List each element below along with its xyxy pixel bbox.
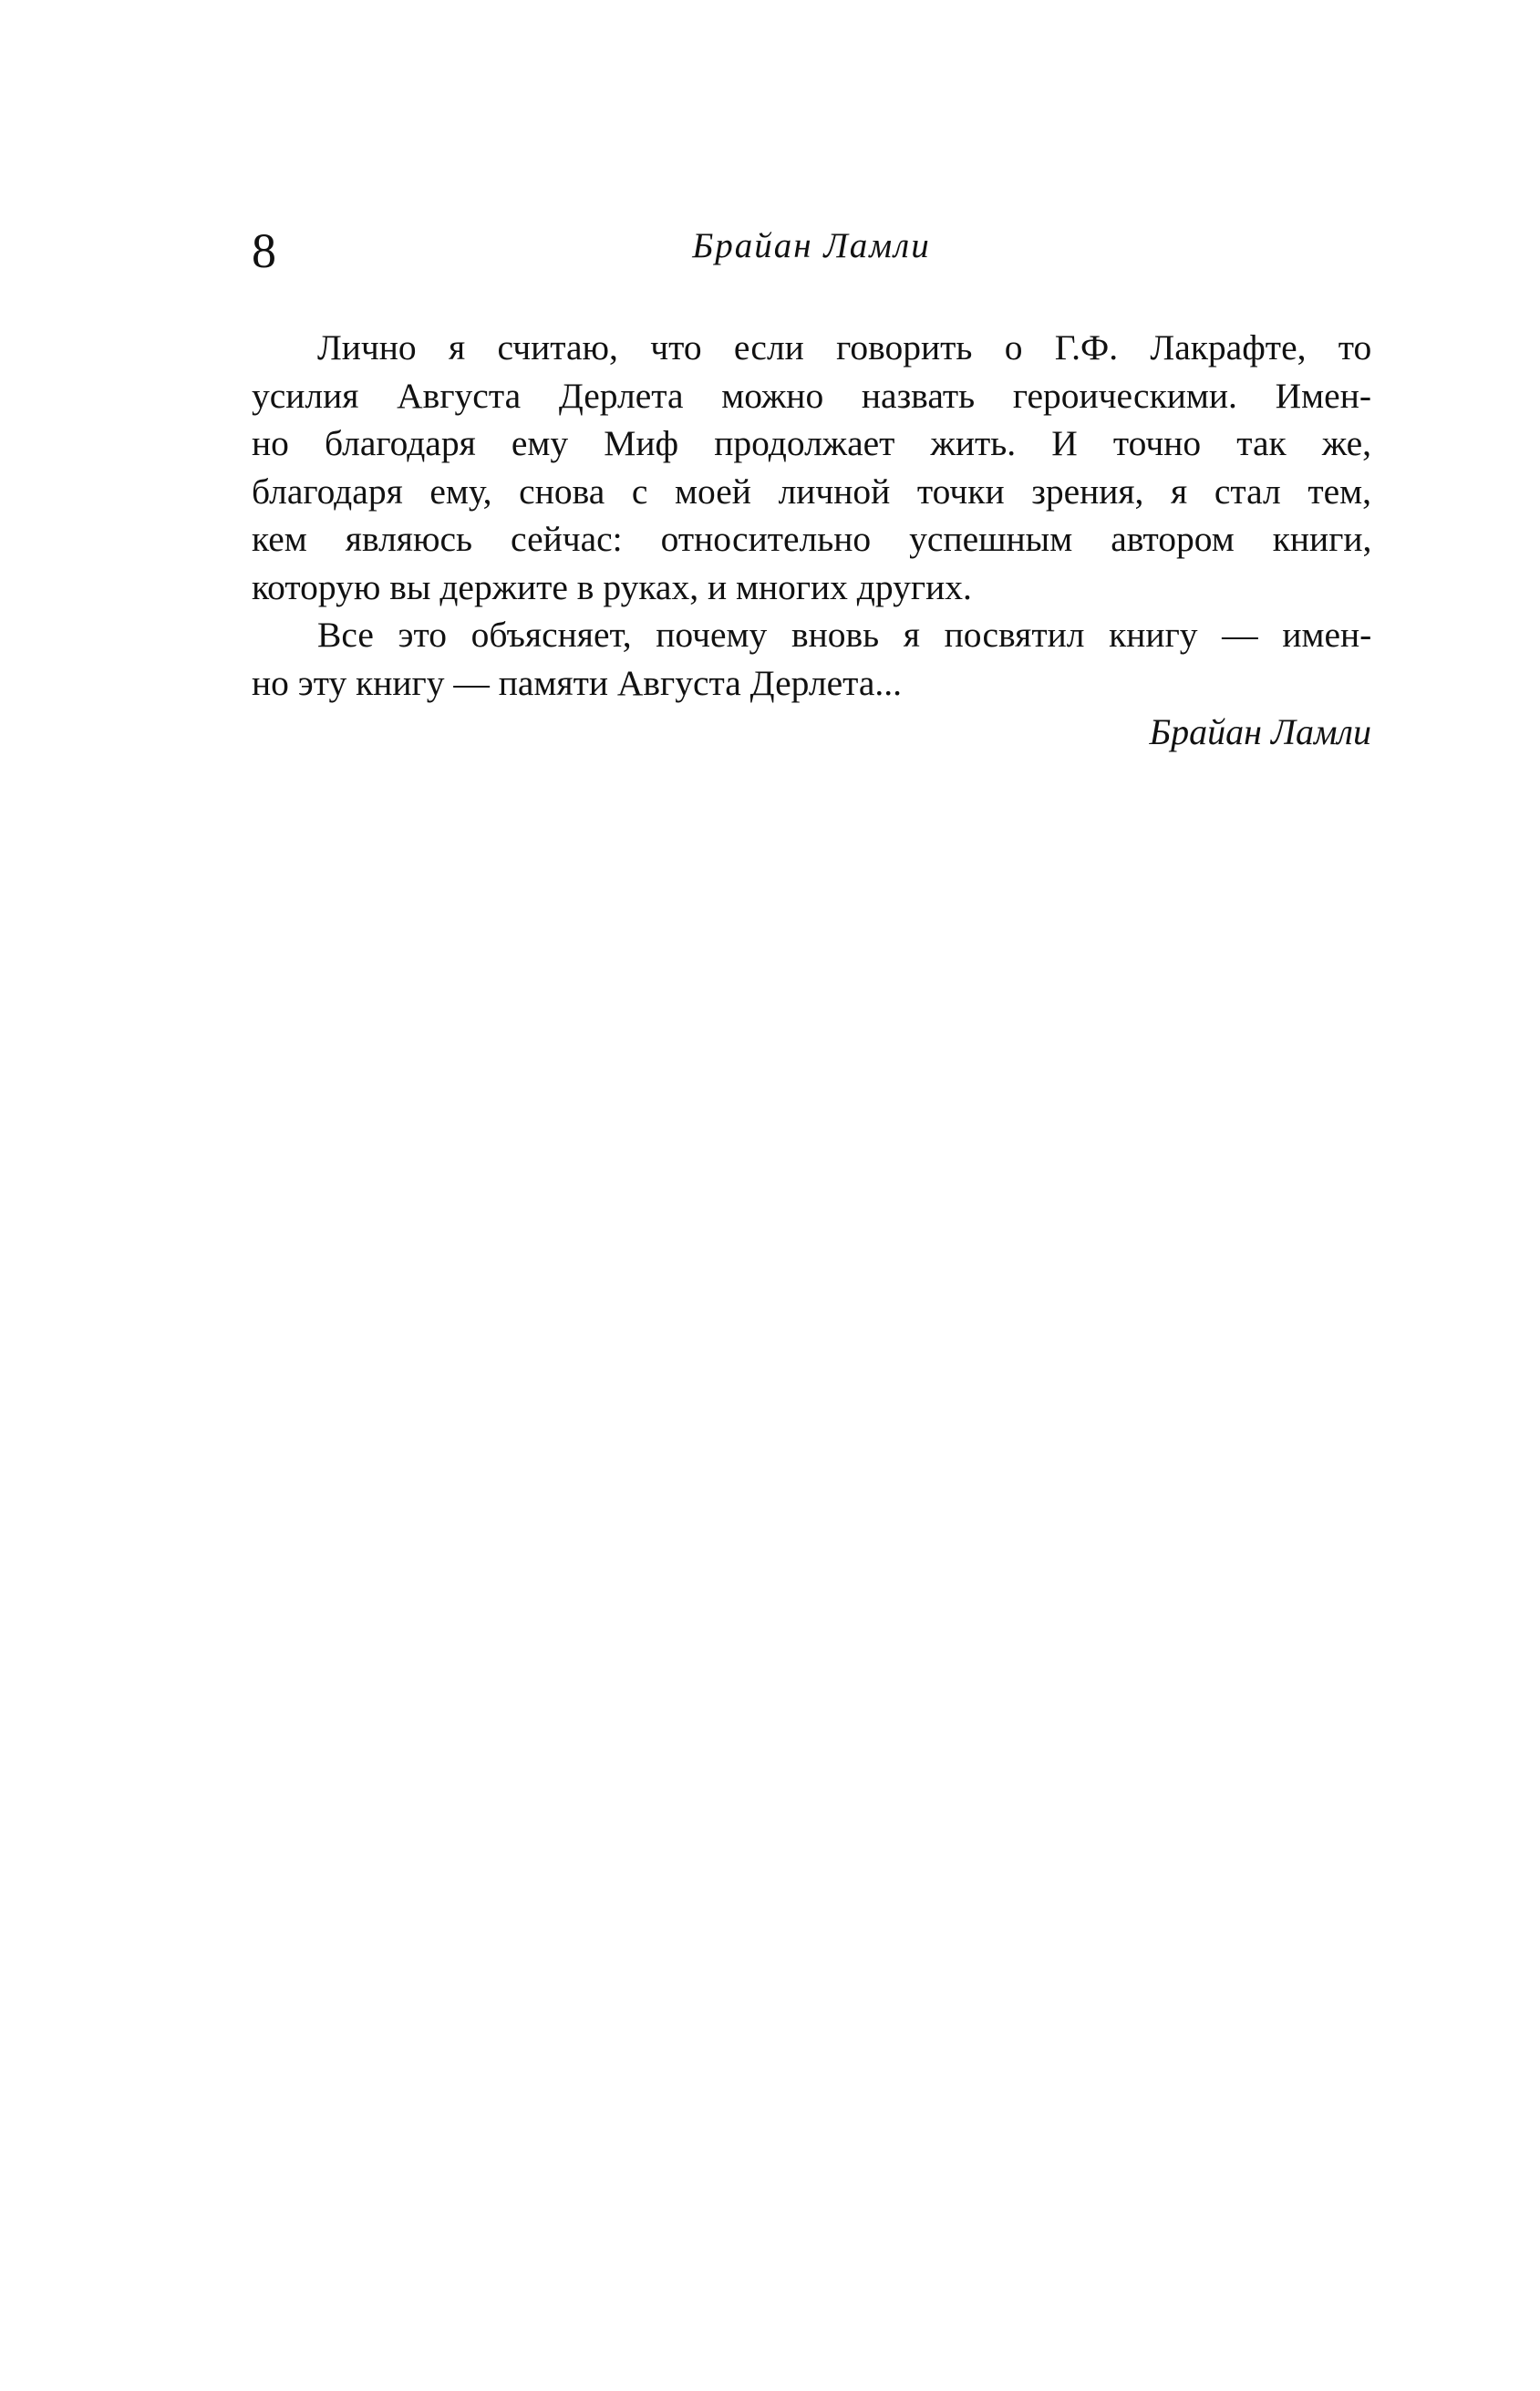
paragraph-1 — [252, 324, 1371, 611]
page-number: 8 — [252, 223, 276, 278]
text-line: но эту книгу — памяти Августа Дерлета... — [252, 662, 903, 703]
text-line: благодаря ему, снова с моей личной точки зрения, я стал тем, — [252, 471, 1371, 512]
text-line: кем являюсь сейчас: относительно успешным автором книги, — [252, 519, 1372, 559]
running-title: Брайан Ламли — [692, 226, 931, 265]
body-text — [252, 324, 1371, 758]
text-line: но благодаря ему Миф продолжает жить. И точно так же, — [252, 423, 1371, 463]
text-line: которую вы держите в руках, и многих других. — [252, 566, 972, 607]
paragraph-2 — [252, 611, 1371, 707]
signature: Брайан Ламли — [1149, 711, 1371, 752]
text-line: Лично я считаю, что если говорить о Г.Ф. Лакрафте, то — [317, 327, 1372, 367]
running-head — [252, 214, 1371, 287]
text-line: Все это объясняет, почему вновь я посвятил книгу — имен- — [317, 615, 1372, 655]
text-line: усилия Августа Дерлета можно назвать героическими. Имен- — [252, 375, 1371, 416]
